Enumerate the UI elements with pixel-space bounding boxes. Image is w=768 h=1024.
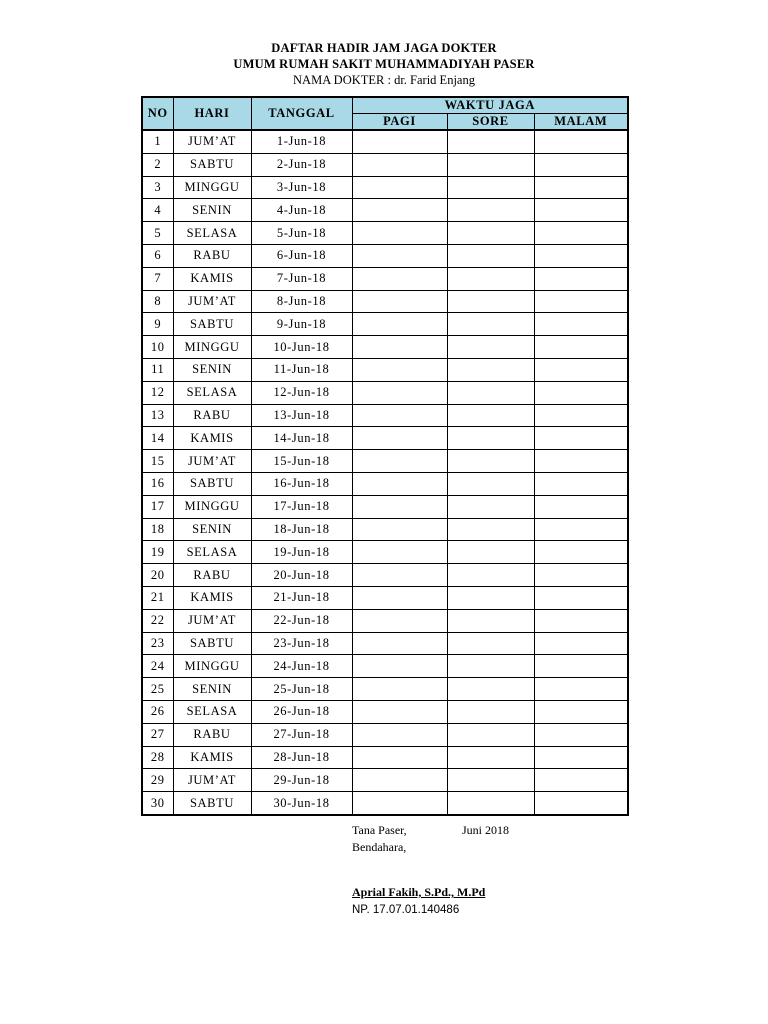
cell-tanggal: 29-Jun-18 [251, 769, 352, 792]
cell-tanggal: 20-Jun-18 [251, 564, 352, 587]
cell-pagi[interactable] [352, 678, 447, 701]
cell-no: 10 [142, 336, 173, 359]
cell-sore[interactable] [447, 723, 534, 746]
signature-place-date [352, 822, 510, 839]
cell-hari: SABTU [173, 153, 251, 176]
attendance-table [141, 96, 629, 816]
cell-tanggal: 26-Jun-18 [251, 700, 352, 723]
table-row [142, 586, 628, 609]
table-row [142, 632, 628, 655]
cell-pagi[interactable] [352, 541, 447, 564]
cell-malam[interactable] [534, 564, 628, 587]
cell-pagi[interactable] [352, 723, 447, 746]
cell-sore[interactable] [447, 700, 534, 723]
table-row [142, 313, 628, 336]
cell-tanggal: 3-Jun-18 [251, 176, 352, 199]
cell-pagi[interactable] [352, 495, 447, 518]
cell-no: 29 [142, 769, 173, 792]
cell-hari: JUM’AT [173, 769, 251, 792]
cell-sore[interactable] [447, 267, 534, 290]
table-row [142, 130, 628, 153]
cell-no: 15 [142, 450, 173, 473]
cell-malam[interactable] [534, 358, 628, 381]
cell-sore[interactable] [447, 130, 534, 153]
document-title: DAFTAR HADIR JAM JAGA DOKTER [271, 41, 497, 55]
cell-malam[interactable] [534, 313, 628, 336]
cell-hari: SABTU [173, 792, 251, 815]
cell-sore[interactable] [447, 199, 534, 222]
cell-hari: RABU [173, 564, 251, 587]
cell-no: 5 [142, 222, 173, 245]
cell-sore[interactable] [447, 495, 534, 518]
cell-hari: JUM’AT [173, 450, 251, 473]
cell-malam[interactable] [534, 244, 628, 267]
table-row [142, 700, 628, 723]
cell-malam[interactable] [534, 700, 628, 723]
cell-tanggal: 30-Jun-18 [251, 792, 352, 815]
cell-hari: MINGGU [173, 655, 251, 678]
cell-no: 24 [142, 655, 173, 678]
cell-pagi[interactable] [352, 655, 447, 678]
cell-tanggal: 25-Jun-18 [251, 678, 352, 701]
cell-sore[interactable] [447, 244, 534, 267]
cell-malam[interactable] [534, 586, 628, 609]
cell-hari: MINGGU [173, 336, 251, 359]
table-row [142, 450, 628, 473]
cell-no: 23 [142, 632, 173, 655]
cell-malam[interactable] [534, 176, 628, 199]
table-row [142, 244, 628, 267]
cell-sore[interactable] [447, 472, 534, 495]
cell-no: 7 [142, 267, 173, 290]
cell-no: 11 [142, 358, 173, 381]
cell-sore[interactable] [447, 427, 534, 450]
cell-hari: SELASA [173, 700, 251, 723]
cell-sore[interactable] [447, 176, 534, 199]
cell-hari: SENIN [173, 199, 251, 222]
cell-sore[interactable] [447, 358, 534, 381]
cell-tanggal: 8-Jun-18 [251, 290, 352, 313]
header-sore: SORE [447, 114, 534, 131]
table-row [142, 427, 628, 450]
cell-no: 26 [142, 700, 173, 723]
cell-tanggal: 17-Jun-18 [251, 495, 352, 518]
cell-no: 20 [142, 564, 173, 587]
cell-hari: SELASA [173, 541, 251, 564]
cell-sore[interactable] [447, 746, 534, 769]
cell-pagi[interactable] [352, 313, 447, 336]
cell-malam[interactable] [534, 495, 628, 518]
cell-tanggal: 28-Jun-18 [251, 746, 352, 769]
cell-tanggal: 13-Jun-18 [251, 404, 352, 427]
cell-no: 9 [142, 313, 173, 336]
cell-hari: JUM’AT [173, 290, 251, 313]
cell-tanggal: 4-Jun-18 [251, 199, 352, 222]
cell-tanggal: 12-Jun-18 [251, 381, 352, 404]
cell-hari: SENIN [173, 518, 251, 541]
cell-tanggal: 22-Jun-18 [251, 609, 352, 632]
cell-malam[interactable] [534, 199, 628, 222]
header-hari: HARI [173, 97, 251, 130]
cell-tanggal: 11-Jun-18 [251, 358, 352, 381]
cell-malam[interactable] [534, 153, 628, 176]
cell-malam[interactable] [534, 222, 628, 245]
table-row [142, 723, 628, 746]
signer-id-number: NP. 17.07.01.140486 [352, 904, 460, 916]
cell-tanggal: 19-Jun-18 [251, 541, 352, 564]
cell-malam[interactable] [534, 267, 628, 290]
cell-no: 18 [142, 518, 173, 541]
cell-hari: RABU [173, 244, 251, 267]
table-row [142, 541, 628, 564]
cell-hari: KAMIS [173, 586, 251, 609]
cell-tanggal: 23-Jun-18 [251, 632, 352, 655]
cell-no: 6 [142, 244, 173, 267]
cell-sore[interactable] [447, 586, 534, 609]
cell-sore[interactable] [447, 313, 534, 336]
cell-sore[interactable] [447, 678, 534, 701]
table-row [142, 381, 628, 404]
cell-malam[interactable] [534, 472, 628, 495]
table-row [142, 746, 628, 769]
cell-no: 25 [142, 678, 173, 701]
cell-pagi[interactable] [352, 404, 447, 427]
cell-tanggal: 7-Jun-18 [251, 267, 352, 290]
cell-pagi[interactable] [352, 130, 447, 153]
cell-no: 27 [142, 723, 173, 746]
cell-tanggal: 15-Jun-18 [251, 450, 352, 473]
cell-malam[interactable] [534, 632, 628, 655]
cell-hari: KAMIS [173, 267, 251, 290]
cell-malam[interactable] [534, 792, 628, 815]
cell-pagi[interactable] [352, 632, 447, 655]
cell-hari: SABTU [173, 472, 251, 495]
table-row [142, 336, 628, 359]
cell-pagi[interactable] [352, 176, 447, 199]
cell-pagi[interactable] [352, 792, 447, 815]
cell-malam[interactable] [534, 336, 628, 359]
cell-pagi[interactable] [352, 586, 447, 609]
cell-pagi[interactable] [352, 450, 447, 473]
signature-date: Juni 2018 [462, 823, 510, 837]
cell-pagi[interactable] [352, 153, 447, 176]
table-row [142, 222, 628, 245]
cell-no: 30 [142, 792, 173, 815]
cell-pagi[interactable] [352, 381, 447, 404]
cell-tanggal: 5-Jun-18 [251, 222, 352, 245]
cell-sore[interactable] [447, 381, 534, 404]
cell-tanggal: 10-Jun-18 [251, 336, 352, 359]
table-row [142, 792, 628, 815]
header-tanggal: TANGGAL [251, 97, 352, 130]
cell-malam[interactable] [534, 404, 628, 427]
cell-no: 8 [142, 290, 173, 313]
cell-sore[interactable] [447, 655, 534, 678]
cell-tanggal: 21-Jun-18 [251, 586, 352, 609]
table-row [142, 267, 628, 290]
cell-malam[interactable] [534, 518, 628, 541]
cell-sore[interactable] [447, 609, 534, 632]
table-row [142, 678, 628, 701]
table-row [142, 472, 628, 495]
cell-malam[interactable] [534, 130, 628, 153]
cell-sore[interactable] [447, 222, 534, 245]
table-row [142, 518, 628, 541]
header-waktu-jaga: WAKTU JAGA [352, 97, 628, 114]
cell-hari: SABTU [173, 313, 251, 336]
cell-no: 19 [142, 541, 173, 564]
cell-no: 17 [142, 495, 173, 518]
table-row [142, 176, 628, 199]
cell-hari: JUM’AT [173, 130, 251, 153]
cell-no: 22 [142, 609, 173, 632]
cell-no: 3 [142, 176, 173, 199]
cell-hari: SELASA [173, 381, 251, 404]
cell-pagi[interactable] [352, 290, 447, 313]
table-row [142, 199, 628, 222]
cell-sore[interactable] [447, 632, 534, 655]
cell-malam[interactable] [534, 678, 628, 701]
table-row [142, 358, 628, 381]
cell-pagi[interactable] [352, 336, 447, 359]
table-row [142, 153, 628, 176]
signer-role: Bendahara, [352, 840, 407, 854]
cell-pagi[interactable] [352, 564, 447, 587]
attendance-rows [142, 130, 628, 815]
cell-hari: KAMIS [173, 746, 251, 769]
table-row [142, 290, 628, 313]
cell-no: 14 [142, 427, 173, 450]
cell-sore[interactable] [447, 404, 534, 427]
cell-pagi[interactable] [352, 769, 447, 792]
cell-hari: JUM’AT [173, 609, 251, 632]
cell-malam[interactable] [534, 609, 628, 632]
cell-hari: KAMIS [173, 427, 251, 450]
cell-pagi[interactable] [352, 222, 447, 245]
cell-sore[interactable] [447, 290, 534, 313]
cell-tanggal: 16-Jun-18 [251, 472, 352, 495]
cell-hari: SELASA [173, 222, 251, 245]
cell-hari: MINGGU [173, 495, 251, 518]
cell-malam[interactable] [534, 427, 628, 450]
cell-tanggal: 9-Jun-18 [251, 313, 352, 336]
cell-no: 12 [142, 381, 173, 404]
cell-sore[interactable] [447, 541, 534, 564]
signature-place: Tana Paser, [352, 823, 407, 837]
cell-hari: RABU [173, 404, 251, 427]
table-row [142, 769, 628, 792]
cell-malam[interactable] [534, 655, 628, 678]
header-pagi: PAGI [352, 114, 447, 131]
cell-malam[interactable] [534, 541, 628, 564]
table-row [142, 609, 628, 632]
cell-tanggal: 18-Jun-18 [251, 518, 352, 541]
cell-pagi[interactable] [352, 700, 447, 723]
cell-no: 4 [142, 199, 173, 222]
cell-sore[interactable] [447, 792, 534, 815]
cell-sore[interactable] [447, 518, 534, 541]
cell-no: 28 [142, 746, 173, 769]
cell-malam[interactable] [534, 723, 628, 746]
cell-pagi[interactable] [352, 199, 447, 222]
table-row [142, 404, 628, 427]
cell-tanggal: 2-Jun-18 [251, 153, 352, 176]
cell-sore[interactable] [447, 153, 534, 176]
cell-no: 21 [142, 586, 173, 609]
cell-pagi[interactable] [352, 518, 447, 541]
cell-pagi[interactable] [352, 427, 447, 450]
cell-malam[interactable] [534, 746, 628, 769]
cell-pagi[interactable] [352, 358, 447, 381]
cell-sore[interactable] [447, 450, 534, 473]
cell-pagi[interactable] [352, 244, 447, 267]
cell-hari: SENIN [173, 358, 251, 381]
table-row [142, 564, 628, 587]
cell-sore[interactable] [447, 564, 534, 587]
cell-malam[interactable] [534, 769, 628, 792]
cell-malam[interactable] [534, 450, 628, 473]
cell-hari: SENIN [173, 678, 251, 701]
document-header [0, 40, 768, 88]
cell-pagi[interactable] [352, 267, 447, 290]
cell-no: 16 [142, 472, 173, 495]
table-row [142, 655, 628, 678]
cell-hari: MINGGU [173, 176, 251, 199]
cell-pagi[interactable] [352, 609, 447, 632]
cell-tanggal: 14-Jun-18 [251, 427, 352, 450]
cell-no: 1 [142, 130, 173, 153]
cell-no: 2 [142, 153, 173, 176]
cell-malam[interactable] [534, 381, 628, 404]
cell-tanggal: 24-Jun-18 [251, 655, 352, 678]
signer-name: Aprial Fakih, S.Pd., M.Pd [352, 885, 486, 899]
cell-sore[interactable] [447, 769, 534, 792]
cell-tanggal: 1-Jun-18 [251, 130, 352, 153]
doctor-name: NAMA DOKTER : dr. Farid Enjang [293, 73, 475, 87]
cell-pagi[interactable] [352, 746, 447, 769]
hospital-name: UMUM RUMAH SAKIT MUHAMMADIYAH PASER [233, 57, 535, 71]
table-row [142, 495, 628, 518]
cell-sore[interactable] [447, 336, 534, 359]
cell-no: 13 [142, 404, 173, 427]
cell-malam[interactable] [534, 290, 628, 313]
header-malam: MALAM [534, 114, 628, 131]
cell-tanggal: 6-Jun-18 [251, 244, 352, 267]
cell-tanggal: 27-Jun-18 [251, 723, 352, 746]
cell-pagi[interactable] [352, 472, 447, 495]
header-no: NO [142, 97, 173, 130]
cell-hari: RABU [173, 723, 251, 746]
cell-hari: SABTU [173, 632, 251, 655]
